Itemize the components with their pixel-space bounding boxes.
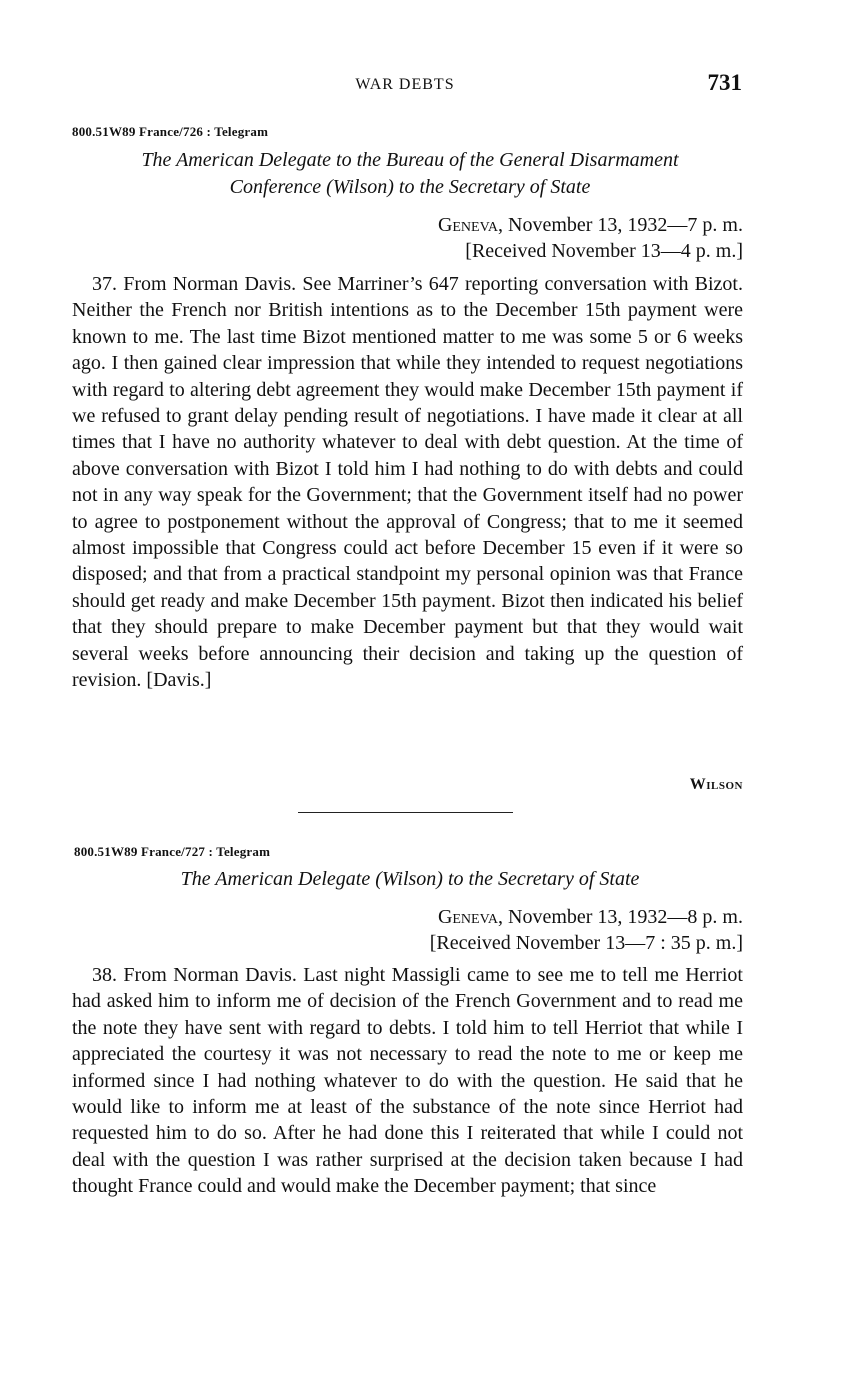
section-divider bbox=[298, 812, 513, 813]
running-head bbox=[0, 70, 850, 100]
dateline-date: , November 13, 1932—7 p. m. bbox=[498, 214, 743, 236]
document-heading-2 bbox=[60, 866, 760, 893]
received-note-2: [Received November 13—7 : 35 p. m.] bbox=[429, 932, 743, 954]
received-note-1: [Received November 13—4 p. m.] bbox=[465, 240, 743, 262]
page-number: 731 bbox=[707, 70, 742, 95]
dateline-place: Geneva bbox=[437, 906, 499, 928]
running-title: WAR DEBTS bbox=[355, 76, 455, 93]
body-paragraph: 38. From Norman Davis. Last night Massigli came to see me to tell me Herriot had asked him to inform me of decision of the French Government and to read me the note they have sent with regard to debts. I told him to tell Herriot that while I appreciated the courtesy it was not necessary to read the note to me or keep me informed since I had nothing whatever to do with the question. He said that he would like to inform me at least of the substance of the note since Herriot had requested him to do so. After he had done this I reiterated that while I could not deal with the question I was rather surprised at the decision taken because I had thought France could and would make the December payment; that since bbox=[72, 964, 743, 1198]
file-reference-2: 800.51W89 France/727 : Telegram bbox=[74, 844, 271, 859]
dateline-date: , November 13, 1932—8 p. m. bbox=[498, 906, 743, 928]
heading-line: Conference (Wilson) to the Secretary of State bbox=[229, 176, 591, 198]
heading-line: The American Delegate to the Bureau of the General Disarmament bbox=[141, 149, 679, 171]
dateline-place: Geneva bbox=[437, 214, 499, 236]
file-reference-1: 800.51W89 France/726 : Telegram bbox=[72, 124, 269, 139]
document-heading-1 bbox=[60, 147, 760, 201]
dateline-2 bbox=[438, 906, 743, 929]
body-paragraph: 37. From Norman Davis. See Marriner’s 647 reporting conversation with Bizot. Neither the French nor British intentions as to the December 15th payment were known to me. The last time Bizot mentioned matter to me was some 5 or 6 weeks ago. I then gained clear impression that while they intended to request negotiations with regard to altering debt agreement they would make December 15th payment if we refused to grant delay pending result of negotiations. I have made it clear at all times that I have no authority whatever to deal with debt question. At the time of above conversation with Bizot I told him I had nothing to do with debts and could not in any way speak for the Government; that the Government itself had no power to agree to postponement without the approval of Congress; that to me it seemed almost impossible that Congress could act before December 15 even if it were so disposed; and that from a practical standpoint my personal opinion was that France should get ready and make December 15th payment. Bizot then indicated his belief that they should prepare to make December payment but that they would wait several weeks before announcing their decision and taking up the question of revision. [Davis.] bbox=[72, 273, 743, 692]
dateline-1 bbox=[438, 214, 743, 237]
heading-line: The American Delegate (Wilson) to the Secretary of State bbox=[180, 868, 640, 890]
signature-1: Wilson bbox=[689, 776, 743, 793]
telegram-body-2 bbox=[72, 962, 743, 1200]
telegram-body-1 bbox=[72, 271, 743, 694]
